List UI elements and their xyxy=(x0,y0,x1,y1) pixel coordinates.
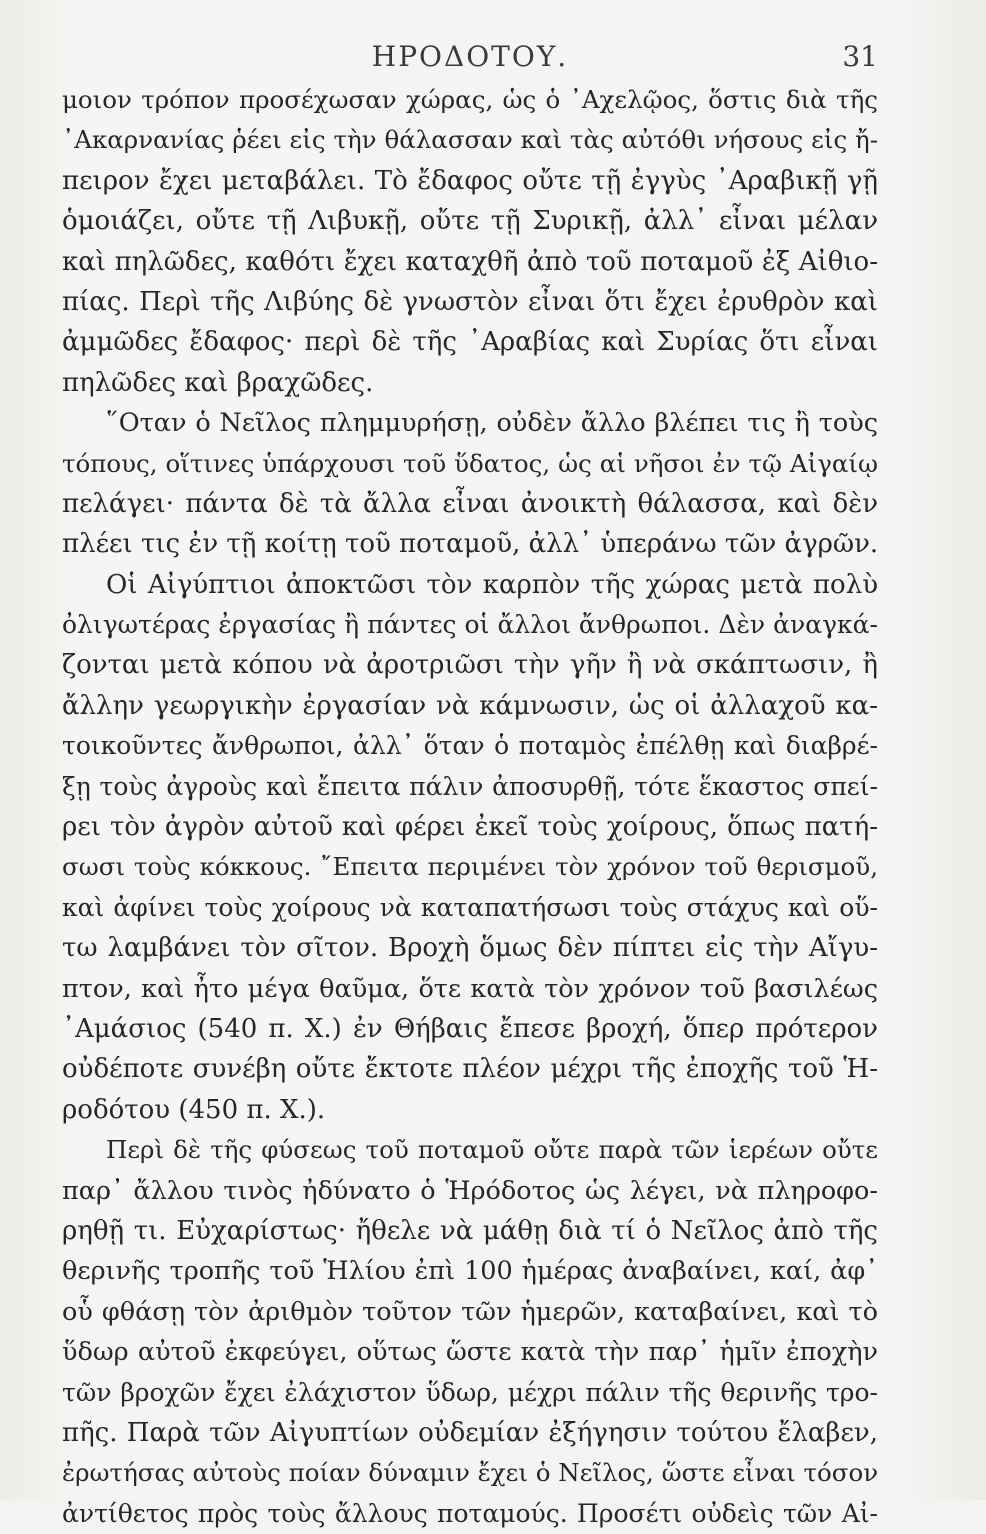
text-line: καὶ πηλῶδες, καθότι ἔχει καταχθῆ ἀπὸ τοῦ ποταμοῦ ἐξ Αἰθιο- xyxy=(62,246,878,277)
text-line: ἄλλην γεωργικὴν ἐργασίαν νὰ κάμνωσιν, ὡς οἱ ἀλλαχοῦ κα- xyxy=(62,690,878,721)
text-line: ξῃ τοὺς ἀγροὺς καὶ ἔπειτα πάλιν ἀποσυρθῇ, τότε ἕκαστος σπεί- xyxy=(62,771,878,801)
text-line: τω λαμβάνει τὸν σῖτον. Βροχὴ ὅμως δὲν πίπτει εἰς τὴν Αἴγυ- xyxy=(62,933,878,964)
text-line: παρ᾿ ἄλλου τινὸς ἠδύνατο ὁ Ἡρόδοτος ὡς λέγει, νὰ πληροφο- xyxy=(62,1175,878,1206)
text-line: θερινῆς τροπῆς τοῦ Ἡλίου ἐπὶ 100 ἡμέρας ἀναβαίνει, καί, ἀφ᾿ xyxy=(62,1256,878,1287)
text-line: ῞Οταν ὁ Νεῖλος πλημμυρήσῃ, οὐδὲν ἄλλο βλέπει τις ἢ τοὺς xyxy=(106,408,878,439)
text-line: πλέει τις ἐν τῇ κοίτῃ τοῦ ποταμοῦ, ἀλλ᾿ ὑπεράνω τῶν ἀγρῶν. xyxy=(62,529,878,560)
text-line: πειρον ἔχει μεταβάλει. Τὸ ἔδαφος οὔτε τῇ ἐγγὺς ᾿Αραβικῇ γῇ xyxy=(62,165,878,196)
text-line: ὁμοιάζει, οὔτε τῇ Λιβυκῇ, οὔτε τῇ Συρικῇ, ἀλλ᾿ εἶναι μέλαν xyxy=(62,206,878,237)
text-line: πηλῶδες καὶ βραχῶδες. xyxy=(62,367,374,398)
text-line: πελάγει· πάντα δὲ τὰ ἄλλα εἶναι ἀνοικτὴ θάλασσα, καὶ δὲν xyxy=(62,488,878,519)
text-line: πίας. Περὶ τῆς Λιβύης δὲ γνωστὸν εἶναι ὅτι ἔχει ἐρυθρὸν καὶ xyxy=(62,286,878,317)
text-line: ἀντίθετος πρὸς τοὺς ἄλλους ποταμούς. Προσέτι οὐδεὶς τῶν Αἰ- xyxy=(62,1498,878,1528)
text-line: ἀμμῶδες ἔδαφος· περὶ δὲ τῆς ᾿Αραβίας καὶ Συρίας ὅτι εἶναι xyxy=(62,327,878,358)
text-line: ᾿Αμάσιος (540 π. Χ.) ἐν Θήβαις ἔπεσε βροχή, ὅπερ πρότερον xyxy=(62,1013,878,1044)
running-title: ΗΡΟΔΟΤΟΥ. xyxy=(371,40,569,73)
text-line: ὀλιγωτέρας ἐργασίας ἢ πάντες οἱ ἄλλοι ἄνθρωποι. Δὲν ἀναγκά- xyxy=(62,610,878,640)
text-line: σωσι τοὺς κόκκους. ῎Επειτα περιμένει τὸν χρόνον τοῦ θερισμοῦ, xyxy=(62,852,878,882)
body-text xyxy=(62,80,878,1534)
text-line: Περὶ δὲ τῆς φύσεως τοῦ ποταμοῦ οὔτε παρὰ τῶν ἱερέων οὔτε xyxy=(106,1135,878,1165)
text-line: ἐρωτήσας αὐτοὺς ποίαν δύναμιν ἔχει ὁ Νεῖλος, ὥστε εἶναι τόσον xyxy=(62,1458,878,1488)
text-line: τόπους, οἵτινες ὑπάρχουσι τοῦ ὕδατος, ὡς αἱ νῆσοι ἐν τῷ Αἰγαίῳ xyxy=(62,448,878,478)
text-line: πῆς. Παρὰ τῶν Αἰγυπτίων οὐδεμίαν ἐξήγησιν τούτου ἔλαβεν, xyxy=(62,1417,878,1448)
text-line: ροδότου (450 π. Χ.). xyxy=(62,1094,326,1125)
text-line: πτον, καὶ ἦτο μέγα θαῦμα, ὅτε κατὰ τὸν χρόνον τοῦ βασιλέως xyxy=(62,973,878,1004)
text-line: Οἱ Αἰγύπτιοι ἀποκτῶσι τὸν καρπὸν τῆς χώρας μετὰ πολὺ xyxy=(106,569,878,600)
page-header xyxy=(62,40,878,84)
text-line: ρηθῇ τι. Εὐχαρίστως· ἤθελε νὰ μάθῃ διὰ τί ὁ Νεῖλος ἀπὸ τῆς xyxy=(62,1215,878,1246)
text-line: μοιον τρόπον προσέχωσαν χώρας, ὡς ὁ ᾿Αχελῷος, ὅστις διὰ τῆς xyxy=(62,85,878,114)
text-line: οὗ φθάσῃ τὸν ἀριθμὸν τοῦτον τῶν ἡμερῶν, καταβαίνει, καὶ τὸ xyxy=(62,1296,878,1327)
text-line: καὶ ἀφίνει τοὺς χοίρους νὰ καταπατήσωσι τοὺς στάχυς καὶ οὕ- xyxy=(62,892,878,922)
text-line: ρει τὸν ἀγρὸν αὐτοῦ καὶ φέρει ἐκεῖ τοὺς χοίρους, ὅπως πατή- xyxy=(62,812,878,843)
text-line: ζονται μετὰ κόπου νὰ ἀροτριῶσι τὴν γῆν ἢ νὰ σκάπτωσιν, ἢ xyxy=(62,650,878,681)
text-line: ὕδωρ αὐτοῦ ἐκφεύγει, οὕτως ὥστε κατὰ τὴν παρ᾿ ἡμῖν ἐποχὴν xyxy=(62,1337,878,1368)
text-line: τῶν βροχῶν ἔχει ἐλάχιστον ὕδωρ, μέχρι πάλιν τῆς θερινῆς τρο- xyxy=(62,1377,878,1407)
text-line: τοικοῦντες ἄνθρωποι, ἀλλ᾿ ὅταν ὁ ποταμὸς ἐπέλθῃ καὶ διαβρέ- xyxy=(62,731,878,761)
text-line: ᾿Ακαρνανίας ῥέει εἰς τὴν θάλασσαν καὶ τὰς αὐτόθι νήσους εἰς ἤ- xyxy=(62,125,878,155)
page-number: 31 xyxy=(842,40,878,73)
text-line: οὐδέποτε συνέβη οὔτε ἔκτοτε πλέον μέχρι τῆς ἐποχῆς τοῦ Ἡ- xyxy=(62,1054,878,1085)
